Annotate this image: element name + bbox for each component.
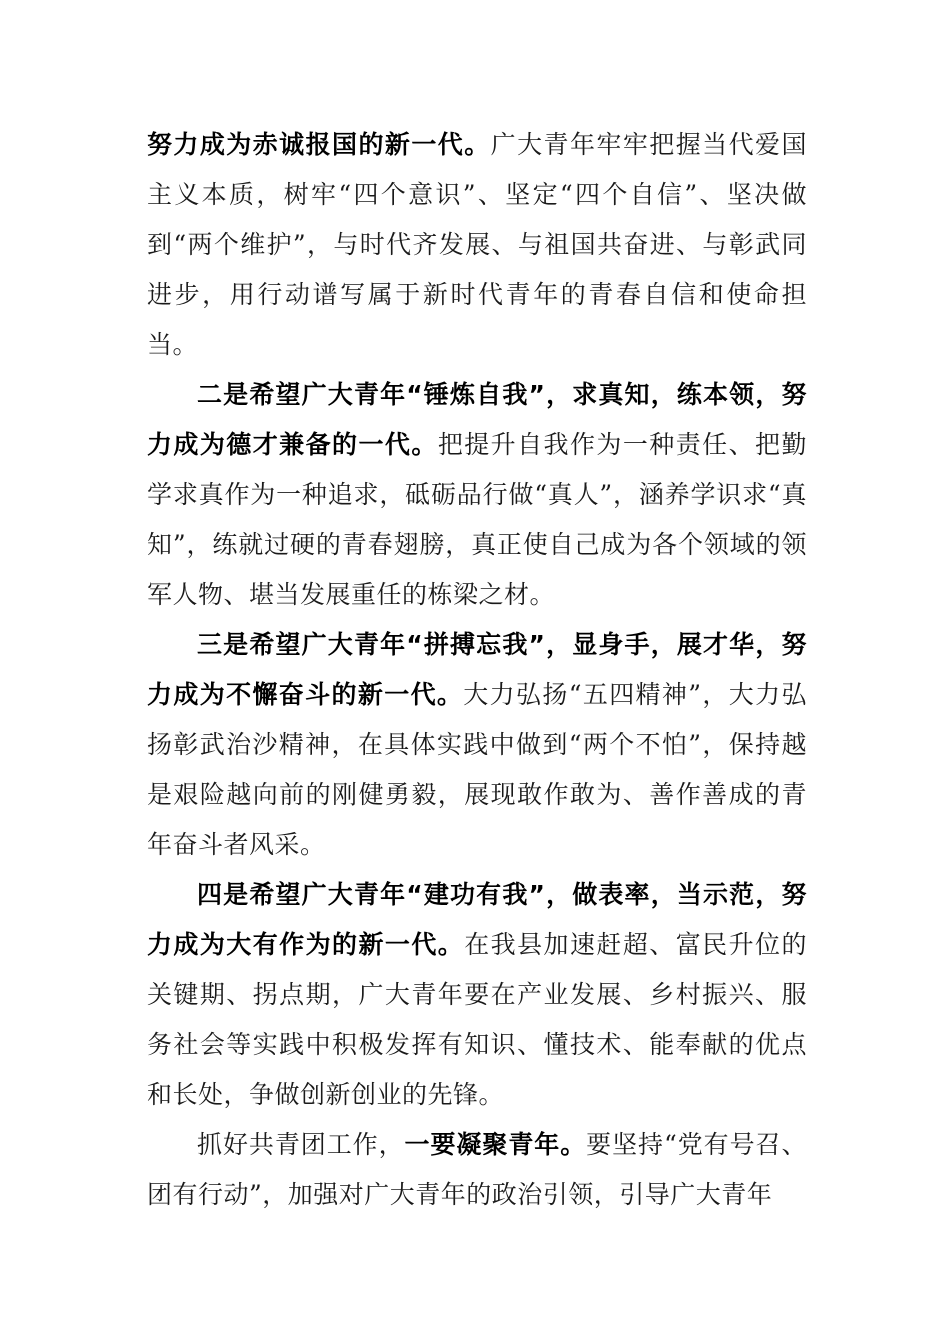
- paragraph-1: [147, 120, 807, 370]
- paragraph-4: [147, 870, 807, 1120]
- paragraph-2-heading: 二是希望广大青年“锤炼自我”，求真知，练本领，努力成为德才兼备的一代。: [147, 380, 807, 459]
- paragraph-3: [147, 620, 807, 870]
- paragraph-1-text: 广大青年牢牢把握当代爱国主义本质，树牢“四个意识”、坚定“四个自信”、坚决做到“两个维护”，与时代齐发展、与祖国共奋进、与彰武同进步，用行动谱写属于新时代青年的青春自信和使命担当。: [147, 130, 807, 359]
- paragraph-5: [147, 1120, 807, 1220]
- paragraph-4-text: 在我县加速赶超、富民升位的关键期、拐点期，广大青年要在产业发展、乡村振兴、服务社会等实践中积极发挥有知识、懂技术、能奉献的优点和长处，争做创新创业的先锋。: [147, 930, 807, 1109]
- paragraph-2: [147, 370, 807, 620]
- paragraph-4-heading: 四是希望广大青年“建功有我”，做表率，当示范，努力成为大有作为的新一代。: [147, 880, 807, 959]
- document-body: [147, 120, 807, 1220]
- paragraph-5-heading: 一要凝聚青年。: [404, 1130, 587, 1159]
- paragraph-3-text: 大力弘扬“五四精神”，大力弘扬彰武治沙精神，在具体实践中做到“两个不怕”，保持越是艰险越向前的刚健勇毅，展现敢作敢为、善作善成的青年奋斗者风采。: [147, 680, 807, 859]
- paragraph-1-heading: 努力成为赤诚报国的新一代。: [147, 130, 491, 159]
- paragraph-3-heading: 三是希望广大青年“拼搏忘我”，显身手，展才华，努力成为不懈奋斗的新一代。: [147, 630, 807, 709]
- paragraph-5-text: 要坚持“党有号召、团有行动”，加强对广大青年的政治引领，引导广大青年: [147, 1130, 807, 1209]
- paragraph-5-lead: 抓好共青团工作，: [197, 1130, 405, 1159]
- paragraph-2-text: 把提升自我作为一种责任、把勤学求真作为一种追求，砥砺品行做“真人”，涵养学识求“真知”，练就过硬的青春翅膀，真正使自己成为各个领域的领军人物、堪当发展重任的栋梁之材。: [147, 430, 807, 609]
